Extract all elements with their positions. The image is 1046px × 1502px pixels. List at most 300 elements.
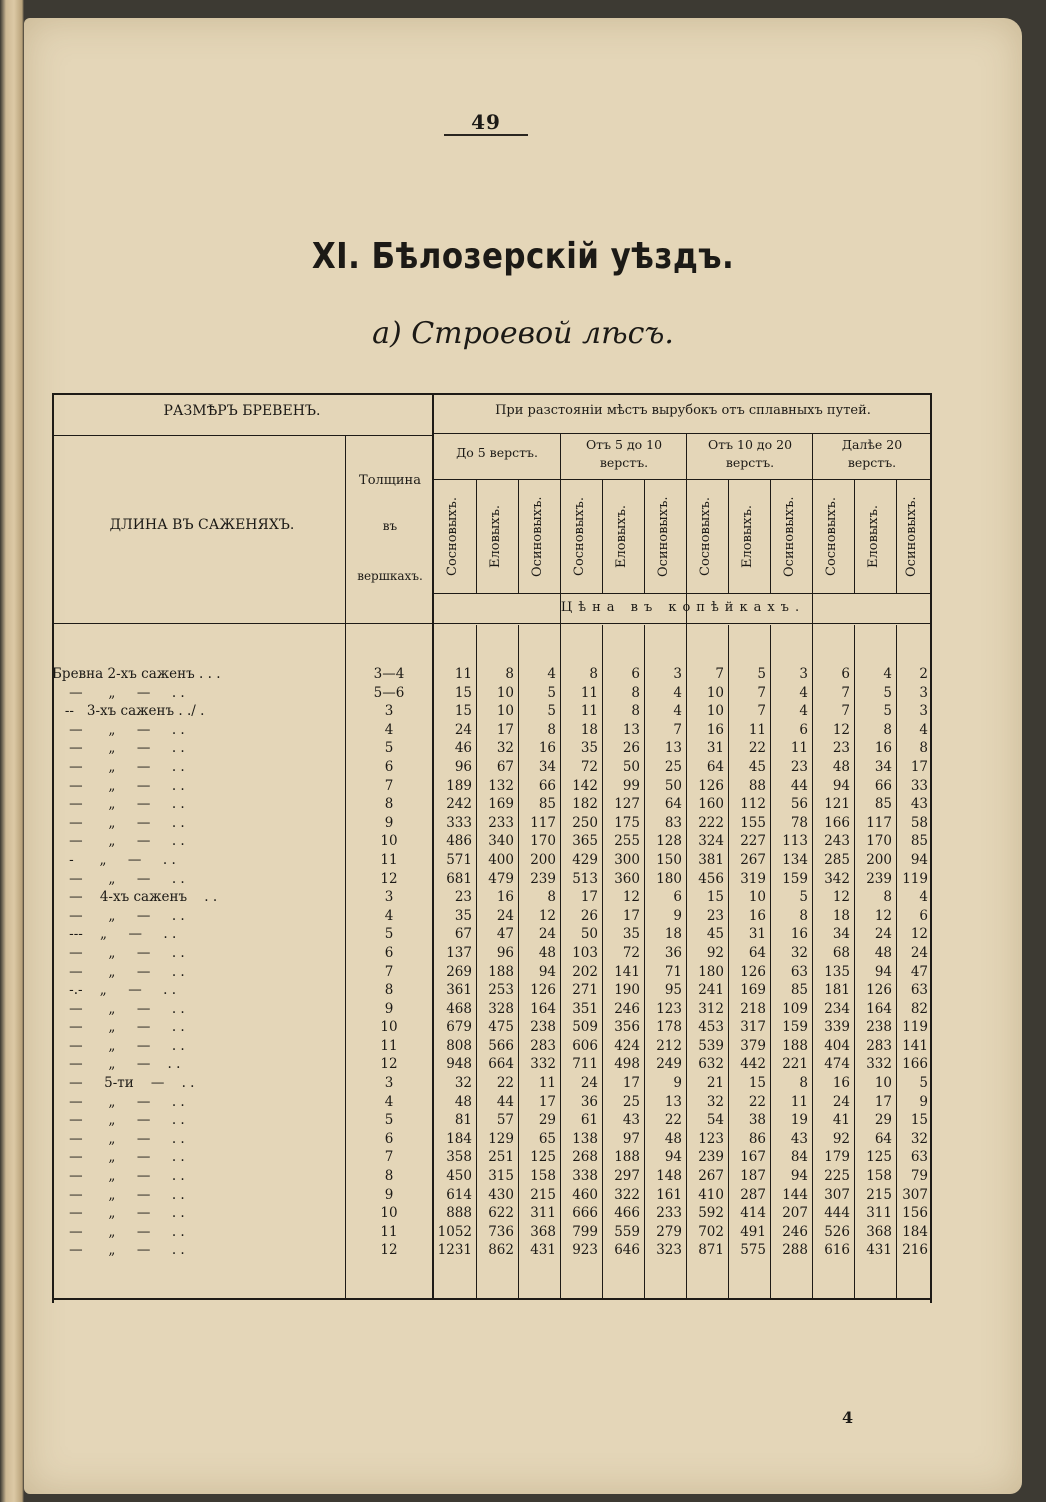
price-cell: 83: [664, 814, 682, 831]
price-cell: 32: [496, 740, 514, 757]
price-cell: 222: [698, 814, 724, 831]
table-row: [52, 832, 932, 851]
price-cell: 158: [866, 1168, 892, 1185]
price-cell: 12: [622, 889, 640, 906]
price-cell: 246: [614, 1000, 640, 1017]
table-row: [52, 702, 932, 721]
price-cell: 166: [824, 814, 850, 831]
price-cell: 86: [748, 1130, 766, 1147]
price-cell: 84: [790, 1149, 808, 1166]
price-cell: 404: [824, 1037, 850, 1054]
price-cell: 340: [488, 833, 514, 850]
price-cell: 300: [614, 851, 640, 868]
price-cell: 156: [902, 1205, 928, 1222]
price-cell: 365: [572, 833, 598, 850]
price-cell: 8: [547, 721, 556, 738]
species-pine-4: Сосновыхъ.: [824, 497, 839, 577]
price-cell: 5: [757, 666, 766, 682]
price-cell: 187: [740, 1168, 766, 1185]
price-cell: 871: [698, 1242, 724, 1259]
price-cell: 287: [740, 1186, 766, 1203]
price-cell: 170: [866, 833, 892, 850]
price-cell: 126: [740, 963, 766, 980]
price-cell: 43: [622, 1112, 640, 1129]
price-cell: 50: [664, 777, 682, 794]
price-cell: 239: [530, 870, 556, 887]
price-cell: 17: [496, 721, 514, 738]
price-cell: 491: [740, 1223, 766, 1240]
price-cell: 606: [572, 1037, 598, 1054]
row-length-label: — „ — . .: [52, 1149, 185, 1166]
price-cell: 180: [656, 870, 682, 887]
price-cell: 109: [782, 1000, 808, 1017]
price-cell: 9: [919, 1093, 928, 1110]
price-cell: 34: [874, 758, 892, 775]
price-cell: 3: [919, 684, 928, 701]
price-cell: 509: [572, 1019, 598, 1036]
price-cell: 10: [874, 1075, 892, 1092]
price-cell: 85: [538, 796, 556, 813]
price-cell: 21: [706, 1075, 724, 1092]
price-cell: 888: [446, 1205, 472, 1222]
price-cell: 11: [454, 666, 472, 682]
price-cell: 218: [740, 1000, 766, 1017]
row-thickness: 11: [380, 1037, 398, 1054]
price-cell: 92: [706, 944, 724, 961]
price-cell: 12: [874, 907, 892, 924]
price-cell: 312: [698, 1000, 724, 1017]
row-length-label: — „ — . .: [52, 758, 185, 775]
price-cell: 25: [664, 758, 682, 775]
row-thickness: 8: [384, 1168, 394, 1185]
price-cell: 338: [572, 1168, 598, 1185]
price-cell: 126: [866, 982, 892, 999]
species-rule-h: [896, 479, 897, 594]
price-cell: 10: [706, 703, 724, 720]
price-cell: 19: [790, 1112, 808, 1129]
price-cell: 127: [614, 796, 640, 813]
price-cell: 381: [698, 851, 724, 868]
price-cell: 4: [673, 684, 682, 701]
header-bottom-rule: [52, 623, 932, 624]
species-rule-d: [644, 479, 645, 594]
price-cell: 113: [782, 833, 808, 850]
price-cell: 332: [866, 1056, 892, 1073]
price-cell: 45: [706, 926, 724, 943]
price-cell: 35: [454, 907, 472, 924]
price-cell: 159: [782, 1019, 808, 1036]
table-row: [52, 777, 932, 796]
table-row: [52, 1093, 932, 1112]
price-cell: 12: [832, 721, 850, 738]
row-thickness: 6: [384, 758, 394, 775]
price-cell: 184: [446, 1130, 472, 1147]
price-cell: 175: [614, 814, 640, 831]
price-cell: 95: [664, 982, 682, 999]
price-cell: 267: [740, 851, 766, 868]
price-cell: 351: [572, 1000, 598, 1017]
thickness-header-line1: Толщина: [359, 473, 421, 488]
price-cell: 10: [496, 703, 514, 720]
price-cell: 97: [622, 1130, 640, 1147]
price-cell: 297: [614, 1168, 640, 1185]
price-cell: 215: [866, 1186, 892, 1203]
price-cell: 41: [832, 1112, 850, 1129]
price-cell: 332: [530, 1056, 556, 1073]
species-rule-c: [602, 479, 603, 594]
price-cell: 267: [698, 1168, 724, 1185]
price-cell: 25: [622, 1093, 640, 1110]
price-cell: 317: [740, 1019, 766, 1036]
table-row: [52, 944, 932, 963]
price-cell: 188: [782, 1037, 808, 1054]
price-cell: 161: [656, 1186, 682, 1203]
table-row: [52, 1223, 932, 1242]
price-cell: 85: [790, 982, 808, 999]
price-cell: 7: [841, 703, 850, 720]
price-cell: 169: [740, 982, 766, 999]
price-cell: 138: [572, 1130, 598, 1147]
price-cell: 268: [572, 1149, 598, 1166]
price-cell: 664: [488, 1056, 514, 1073]
price-cell: 82: [910, 1000, 928, 1017]
price-cell: 18: [580, 721, 598, 738]
price-cell: 17: [622, 907, 640, 924]
price-cell: 356: [614, 1019, 640, 1036]
price-cell: 43: [790, 1130, 808, 1147]
price-cell: 11: [580, 684, 598, 701]
price-cell: 233: [656, 1205, 682, 1222]
price-cell: 5: [883, 703, 892, 720]
price-cell: 6: [673, 889, 682, 906]
price-cell: 169: [488, 796, 514, 813]
price-cell: 13: [664, 1093, 682, 1110]
row-length-label: — „ — . .: [52, 1205, 185, 1222]
price-cell: 249: [656, 1056, 682, 1073]
table-row: [52, 814, 932, 833]
price-cell: 12: [910, 926, 928, 943]
price-cell: 16: [538, 740, 556, 757]
row-length-label: — „ — . .: [52, 907, 185, 924]
price-cell: 29: [874, 1112, 892, 1129]
price-cell: 132: [488, 777, 514, 794]
price-cell: 96: [496, 944, 514, 961]
price-cell: 466: [614, 1205, 640, 1222]
price-cell: 5: [799, 889, 808, 906]
price-cell: 453: [698, 1019, 724, 1036]
price-cell: 311: [866, 1205, 892, 1222]
price-cell: 50: [580, 926, 598, 943]
row-length-label: — 4-хъ саженъ . .: [52, 889, 218, 906]
price-cell: 94: [790, 1168, 808, 1185]
price-cell: 15: [454, 703, 472, 720]
table-row: [52, 1167, 932, 1186]
price-cell: 29: [538, 1112, 556, 1129]
page-number-rule: [444, 134, 528, 136]
price-cell: 178: [656, 1019, 682, 1036]
price-cell: 48: [538, 944, 556, 961]
row-length-label: — „ — . .: [52, 814, 185, 831]
price-cell: 2: [919, 666, 928, 682]
price-cell: 479: [488, 870, 514, 887]
price-cell: 646: [614, 1242, 640, 1259]
book-page: [24, 18, 1022, 1494]
section-subtitle: а) Строевой лѣсъ.: [372, 316, 674, 351]
price-cell: 34: [832, 926, 850, 943]
row-thickness: 5: [384, 1112, 394, 1129]
price-cell: 23: [454, 889, 472, 906]
row-thickness: 6: [384, 1130, 394, 1147]
price-cell: 8: [631, 684, 640, 701]
price-cell: 11: [580, 703, 598, 720]
price-cell: 48: [874, 944, 892, 961]
price-cell: 159: [782, 870, 808, 887]
row-length-label: — „ — . .: [52, 1093, 185, 1110]
row-thickness: 10: [380, 833, 398, 850]
price-cell: 4: [547, 666, 556, 682]
band-header-2-sub: верстъ.: [599, 455, 649, 470]
price-cell: 81: [454, 1112, 472, 1129]
band-rule: [432, 479, 932, 480]
table-row: [52, 1055, 932, 1074]
price-cell: 319: [740, 870, 766, 887]
table-row: [52, 1148, 932, 1167]
price-cell: 7: [757, 684, 766, 701]
price-cell: 24: [454, 721, 472, 738]
row-thickness: 7: [384, 1149, 394, 1166]
row-thickness: 12: [380, 1242, 398, 1259]
price-cell: 22: [664, 1112, 682, 1129]
distance-group-header: При разстояніи мѣстъ вырубокъ отъ сплавныхъ путей.: [495, 403, 871, 418]
price-cell: 622: [488, 1205, 514, 1222]
table-row: [52, 721, 932, 740]
price-cell: 26: [580, 907, 598, 924]
price-cell: 430: [488, 1186, 514, 1203]
size-group-rule: [52, 435, 432, 436]
price-cell: 4: [883, 666, 892, 682]
row-thickness: 9: [384, 814, 394, 831]
price-cell: 225: [824, 1168, 850, 1185]
price-cell: 117: [866, 814, 892, 831]
price-cell: 5: [919, 1075, 928, 1092]
price-cell: 3: [673, 666, 682, 682]
price-cell: 79: [910, 1168, 928, 1185]
price-cell: 200: [866, 851, 892, 868]
price-cell: 64: [664, 796, 682, 813]
species-rule-f: [770, 479, 771, 594]
price-cell: 360: [614, 870, 640, 887]
price-cell: 17: [910, 758, 928, 775]
price-cell: 4: [799, 703, 808, 720]
price-cell: 56: [790, 796, 808, 813]
price-cell: 94: [538, 963, 556, 980]
price-cell: 243: [824, 833, 850, 850]
price-cell: 48: [664, 1130, 682, 1147]
price-cell: 23: [706, 907, 724, 924]
price-cell: 38: [748, 1112, 766, 1129]
species-rule: [432, 593, 932, 594]
price-cell: 126: [698, 777, 724, 794]
row-length-label: — „ — . .: [52, 833, 185, 850]
price-cell: 5: [883, 684, 892, 701]
row-length-label: -- 3-хъ саженъ . ./ .: [52, 703, 205, 720]
row-thickness: 3: [384, 889, 394, 906]
price-cell: 64: [706, 758, 724, 775]
price-cell: 112: [740, 796, 766, 813]
price-cell: 498: [614, 1056, 640, 1073]
price-cell: 6: [841, 666, 850, 682]
price-cell: 8: [883, 721, 892, 738]
price-cell: 64: [874, 1130, 892, 1147]
species-aspen-2: Осиновыхъ.: [656, 496, 671, 578]
price-cell: 279: [656, 1223, 682, 1240]
price-cell: 63: [910, 1149, 928, 1166]
price-cell: 444: [824, 1205, 850, 1222]
price-cell: 142: [572, 777, 598, 794]
price-cell: 35: [622, 926, 640, 943]
row-thickness: 11: [380, 851, 398, 868]
price-cell: 128: [656, 833, 682, 850]
band-header-3: Отъ 10 до 20: [707, 437, 793, 452]
row-length-label: — „ — . .: [52, 684, 185, 701]
price-cell: 460: [572, 1186, 598, 1203]
price-cell: 216: [902, 1242, 928, 1259]
price-cell: 85: [910, 833, 928, 850]
price-cell: 1052: [437, 1223, 472, 1240]
price-cell: 238: [530, 1019, 556, 1036]
price-cell: 450: [446, 1168, 472, 1185]
signature-mark: 4: [842, 1408, 854, 1427]
row-length-label: — „ — . .: [52, 1130, 185, 1147]
price-cell: 238: [866, 1019, 892, 1036]
price-cell: 32: [910, 1130, 928, 1147]
table-row: [52, 907, 932, 926]
row-length-label: — „ — . .: [52, 870, 185, 887]
price-cell: 24: [580, 1075, 598, 1092]
row-thickness: 9: [384, 1186, 394, 1203]
price-cell: 54: [706, 1112, 724, 1129]
length-column-header: ДЛИНА ВЪ САЖЕНЯХЪ.: [109, 517, 295, 533]
row-thickness: 12: [380, 1056, 398, 1073]
scan-background-right: [1022, 0, 1046, 1502]
price-cell: 808: [446, 1037, 472, 1054]
price-cell: 36: [580, 1093, 598, 1110]
table-row: [52, 981, 932, 1000]
row-thickness: 3: [384, 703, 394, 720]
price-cell: 24: [538, 926, 556, 943]
price-cell: 123: [698, 1130, 724, 1147]
price-cell: 322: [614, 1186, 640, 1203]
price-cell: 94: [832, 777, 850, 794]
price-cell: 4: [919, 721, 928, 738]
price-cell: 3: [919, 703, 928, 720]
book-binding-edge: [0, 0, 24, 1502]
price-cell: 566: [488, 1037, 514, 1054]
price-cell: 11: [790, 1093, 808, 1110]
row-length-label: — „ — . .: [52, 1186, 185, 1203]
price-cell: 7: [673, 721, 682, 738]
price-cell: 10: [496, 684, 514, 701]
price-cell: 711: [572, 1056, 598, 1073]
price-cell: 5: [547, 684, 556, 701]
price-cell: 221: [782, 1056, 808, 1073]
row-thickness: 7: [384, 963, 394, 980]
price-cell: 239: [866, 870, 892, 887]
price-cell: 246: [782, 1223, 808, 1240]
price-cell: 227: [740, 833, 766, 850]
price-cell: 17: [874, 1093, 892, 1110]
price-cell: 328: [488, 1000, 514, 1017]
species-aspen-3: Осиновыхъ.: [782, 496, 797, 578]
price-cell: 26: [622, 740, 640, 757]
price-cell: 233: [488, 814, 514, 831]
price-cell: 164: [530, 1000, 556, 1017]
price-cell: 575: [740, 1242, 766, 1259]
price-cell: 67: [454, 926, 472, 943]
table-row: [52, 888, 932, 907]
price-cell: 379: [740, 1037, 766, 1054]
price-cell: 189: [446, 777, 472, 794]
table-row: [52, 1018, 932, 1037]
row-thickness: 4: [384, 907, 394, 924]
thickness-header-line3: вершкахъ.: [357, 569, 423, 583]
row-thickness: 11: [380, 1223, 398, 1240]
price-cell: 24: [874, 926, 892, 943]
price-cell: 36: [664, 944, 682, 961]
page-number: 49: [471, 110, 501, 134]
price-cell: 188: [488, 963, 514, 980]
price-cell: 24: [496, 907, 514, 924]
row-length-label: — „ — . .: [52, 777, 185, 794]
row-length-label: — „ — . .: [52, 1112, 185, 1129]
price-cell: 666: [572, 1205, 598, 1222]
price-cell: 7: [715, 666, 724, 682]
price-cell: 134: [782, 851, 808, 868]
price-cell: 8: [505, 666, 514, 682]
section-title: XI. Бѣлозерскій уѣздъ.: [311, 236, 735, 277]
price-cell: 10: [748, 889, 766, 906]
price-cell: 66: [538, 777, 556, 794]
price-cell: 23: [832, 740, 850, 757]
species-rule-a: [476, 479, 477, 594]
row-thickness: 5—6: [373, 684, 405, 701]
price-cell: 144: [782, 1186, 808, 1203]
table-bottom-rule: [52, 1298, 932, 1300]
price-cell: 137: [446, 944, 472, 961]
price-cell: 1231: [437, 1242, 472, 1259]
price-cell: 400: [488, 851, 514, 868]
price-cell: 456: [698, 870, 724, 887]
price-cell: 50: [622, 758, 640, 775]
size-group-header: РАЗМѢРЪ БРЕВЕНЪ.: [163, 403, 321, 419]
price-cell: 8: [631, 703, 640, 720]
price-cell: 22: [748, 740, 766, 757]
price-cell: 361: [446, 982, 472, 999]
price-cell: 283: [866, 1037, 892, 1054]
price-cell: 94: [910, 851, 928, 868]
row-length-label: — „ — . .: [52, 1168, 185, 1185]
price-cell: 559: [614, 1223, 640, 1240]
price-cell: 67: [496, 758, 514, 775]
price-cell: 255: [614, 833, 640, 850]
row-thickness: 10: [380, 1019, 398, 1036]
price-cell: 342: [824, 870, 850, 887]
price-cell: 948: [446, 1056, 472, 1073]
species-pine-1: Сосновыхъ.: [445, 497, 460, 577]
price-cell: 702: [698, 1223, 724, 1240]
price-cell: 23: [790, 758, 808, 775]
price-cell: 103: [572, 944, 598, 961]
